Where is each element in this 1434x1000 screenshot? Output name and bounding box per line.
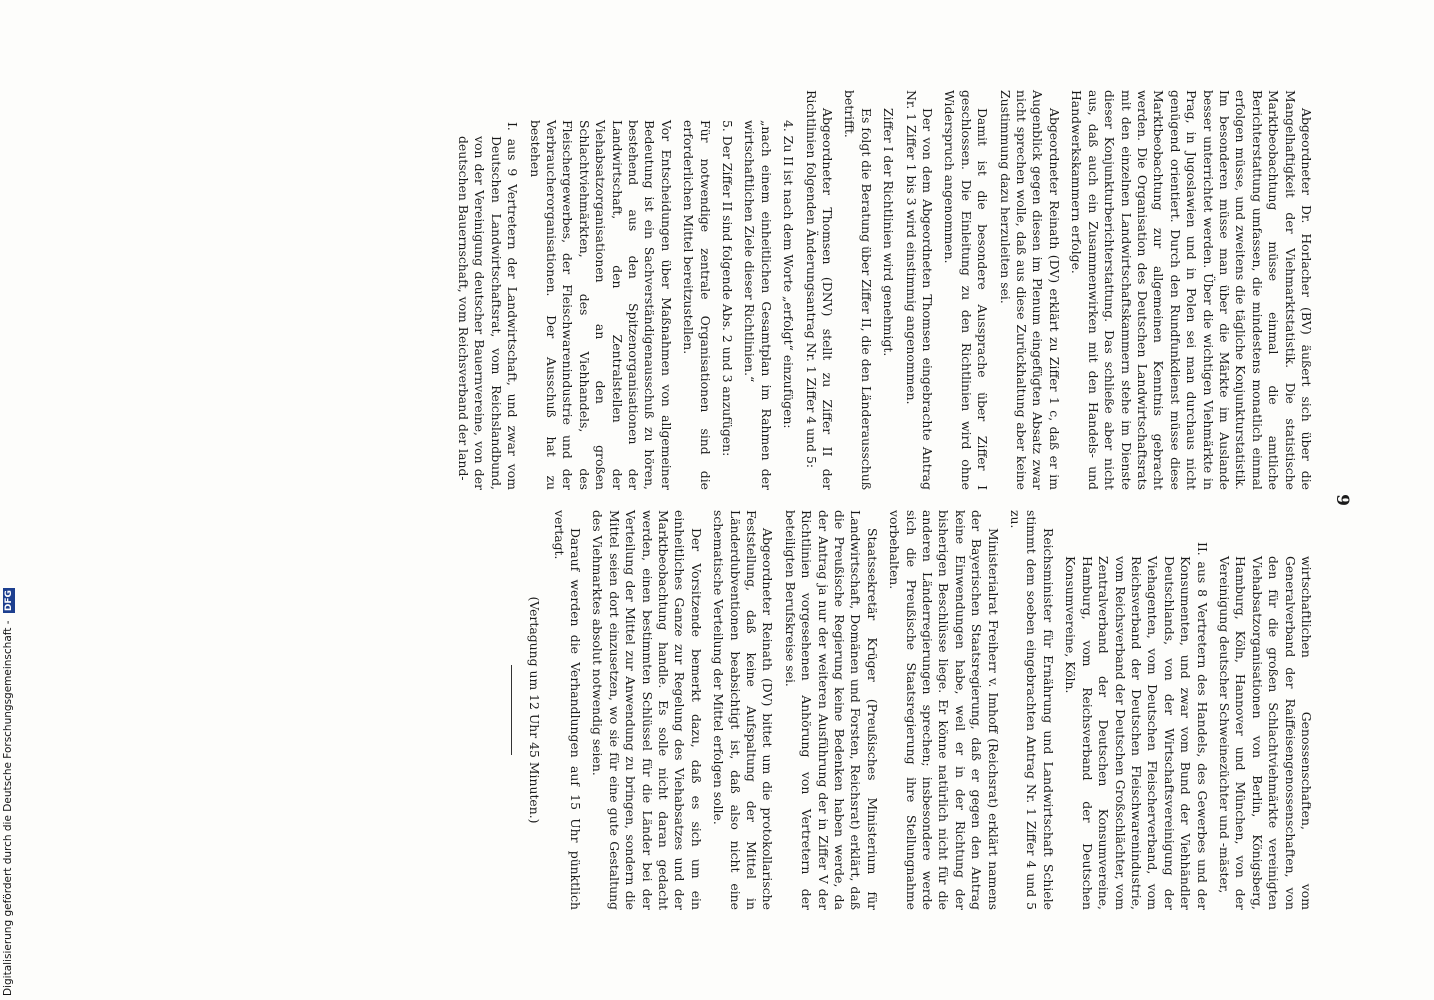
paragraph: wirtschaftlichen Genossenschaften, vom Generalverband der Raiffeisengenossenschaften, von den für die großen Schlachtviehmärkte vereinigten Viehabsatzorganisationen von Berlin, Königsberg, Hamburg, Köln, Hannover und München, von der Vereinigung deutscher Schweinezüchter und -mäster, bbox=[1216, 556, 1314, 910]
paragraph: I. aus 9 Vertretern der Landwirtschaft, und zwar vom Deutschen Landwirtschaftsrat, vom Reichslandbund, von der Vereinigung deutscher Bauernvereine, von der deutschen Bauernschaft, vom Reichsverband der land- bbox=[455, 122, 521, 490]
footer-text: Digitalisierung gefördert durch die Deutsche Forschungsgemeinschaft - bbox=[2, 620, 14, 996]
paragraph: Darauf werden die Verhandlungen auf 15 Uhr pünktlich vertagt. bbox=[551, 510, 583, 910]
paragraph: Damit ist die besondere Aussprache über Ziffer I geschlossen. Die Einleitung zu den Richtlinien wird ohne Widerspruch angenommen. bbox=[942, 90, 991, 490]
paragraph: Der von dem Abgeordneten Thomsen eingebrachte Antrag Nr. 1 Ziffer 1 bis 3 wird einstimmig angenommen. bbox=[903, 90, 936, 490]
paragraph: Vor Entscheidungen über Maßnahmen von allgemeiner Bedeutung ist ein Sachverständigenausschuß zu hören, bestehend aus den Spitzenorganisationen der Landwirtschaft, den Zentralstellen der Viehabsatzorganisationen an den großen Schlachtviehmärkten, des Viehhandels, des Fleischergewerbes, der Fleischwarenindustrie und der Verbraucherorganisationen. Der Ausschuß hat zu bestehen bbox=[527, 120, 674, 490]
text-column-left bbox=[455, 90, 1315, 490]
paragraph: Ministerialrat Freiherr v. Imhoff (Reichsrat) erklärt namens der Bayerischen Staatsregierung, daß er gegen den Antrag keine Einwendungen habe, weil er in der Richtung der bisherigen Beschlüsse liege. Er könne natürlich nicht für die anderen Länderregierungen sprechen; insbesondere werde sich die Preußische Staatsregierung ihre Stellungnahme vorbehalten. bbox=[887, 510, 1001, 910]
paragraph: 5. Der Ziffer II sind folgende Abs. 2 und 3 anzufügen: bbox=[720, 120, 735, 457]
dfg-logo: DFG bbox=[4, 590, 14, 612]
page-number: 9 bbox=[1332, 494, 1352, 506]
paragraph: Abgeordneter Dr. Horlacher (BV) äußert sich über die Mangelhaftigkeit der Viehmarktstatistik. Die statistische Marktbeobachtung müsse einmal die amtliche Berichterstattung umfassen, die mindestens monatlich einmal erfolgen müsse, und zweitens die tägliche Konjunkturstatistik. Im besonderen müsse man über die Märkte im Auslande besser unterrichtet werden. Über die wichtigen Viehmärkte in Prag, in Jugoslawien und in Polen sei man durchaus nicht genügend orientiert. Durch den Rundfunkdienst müsse diese Marktbeobachtung zur allgemeinen Kenntnis gebracht werden. Die Organisation des Deutschen Landwirtschaftsrats mit den einzelnen Landwirtschaftskammern stehe im Dienste dieser Konjunkturberichterstattung. Das schließe aber nicht aus, daß auch ein Zusammenwirken mit den Handels- und Handwerkskammern erfolge. bbox=[1069, 90, 1314, 490]
paragraph: Abgeordneter Thomsen (DNV) stellt zu Ziffer II der Richtlinien folgenden Änderungsantrag Nr. 1 Ziffer 4 und 5: bbox=[803, 90, 836, 490]
paragraph: Der Vorsitzende bemerkt dazu, daß es sich um ein einheitliches Ganze zur Regelung des Viehabsatzes und der Marktbeobachtung handle. Es solle nicht daran gedacht werden, einen bestimmten Schlüssel für die Länder bei der Verteilung der Mittel zur Anwendung zu bringen, sondern die Mittel seien dort einzusetzen, wo sie für eine gute Gestaltung des Viehmarktes absolut notwendig seien. bbox=[590, 510, 704, 910]
paragraph: „nach einem einheitlichen Gesamtplan im Rahmen der wirtschaftlichen Ziele dieser Richtlinien.“ bbox=[742, 120, 774, 490]
paragraph: 4. Zu II ist nach dem Worte „erfolgt“ einzufügen: bbox=[781, 120, 797, 429]
paragraph: Es folgt die Beratung über Ziffer II, die den Länderausschuß betrifft. bbox=[842, 90, 874, 490]
footer-credit bbox=[1, 590, 15, 996]
paragraph: Ziffer I der Richtlinien wird genehmigt. bbox=[881, 108, 897, 357]
paragraph: (Vertagung um 12 Uhr 45 Minuten.) bbox=[527, 596, 543, 824]
paragraph: Für notwendige zentrale Organisationen sind die erforderlichen Mittel bereitzustellen. bbox=[681, 120, 713, 490]
paragraph: Abgeordneter Reinath (DV) erklärt zu Ziffer 1 c, daß er im Augenblick gegen diesen im Plenum eingefügten Absatz zwar nicht sprechen wolle, daß aus diese Zurückhaltung aber keine Zustimmung dazu herzuleiten sei. bbox=[997, 90, 1062, 490]
digitization-footer bbox=[1, 590, 15, 996]
text-column-right bbox=[511, 510, 1314, 910]
paragraph: Staatssekretär Krüger (Preußisches Ministerium für Landwirtschaft, Domänen und Forsten, Reichsrat) erklärt, daß die Preußische Regierung keine Bedenken haben werde, da der Antrag ja nur der weiteren Ausführung der in Ziffer V der Richtlinien vorgesehenen Anhörung von Vertretern der beteiligten Berufskreise sei. bbox=[782, 510, 880, 910]
paragraph: Reichsminister für Ernährung und Landwirtschaft Schiele stimmt dem soeben eingebrachten Antrag Nr. 1 Ziffer 4 und 5 zu. bbox=[1008, 510, 1056, 910]
closing-rule bbox=[511, 665, 512, 755]
paragraph: II. aus 8 Vertretern des Handels, des Gewerbes und der Konsumenten, und zwar vom Bund der Viehhändler Deutschlands, von der Wirtschaftsvereinigung der Viehagenten, vom Deutschen Fleischerverband, vom Reichsverband der Deutschen Fleischwarenindustrie, vom Reichsverband der Deutschen Großschlächter, vom Zentralverband der Deutschen Konsumvereine, Hamburg, vom Reichsverband der Deutschen Konsumvereine, Köln. bbox=[1063, 542, 1210, 910]
paragraph: Abgeordneter Reinath (DV) bittet um die protokollarische Feststellung, daß keine Aufspaltung der Mittel in Länderdubventionen beabsichtigt ist, daß also nicht eine schematische Verteilung der Mittel erfolgen solle. bbox=[711, 510, 776, 910]
